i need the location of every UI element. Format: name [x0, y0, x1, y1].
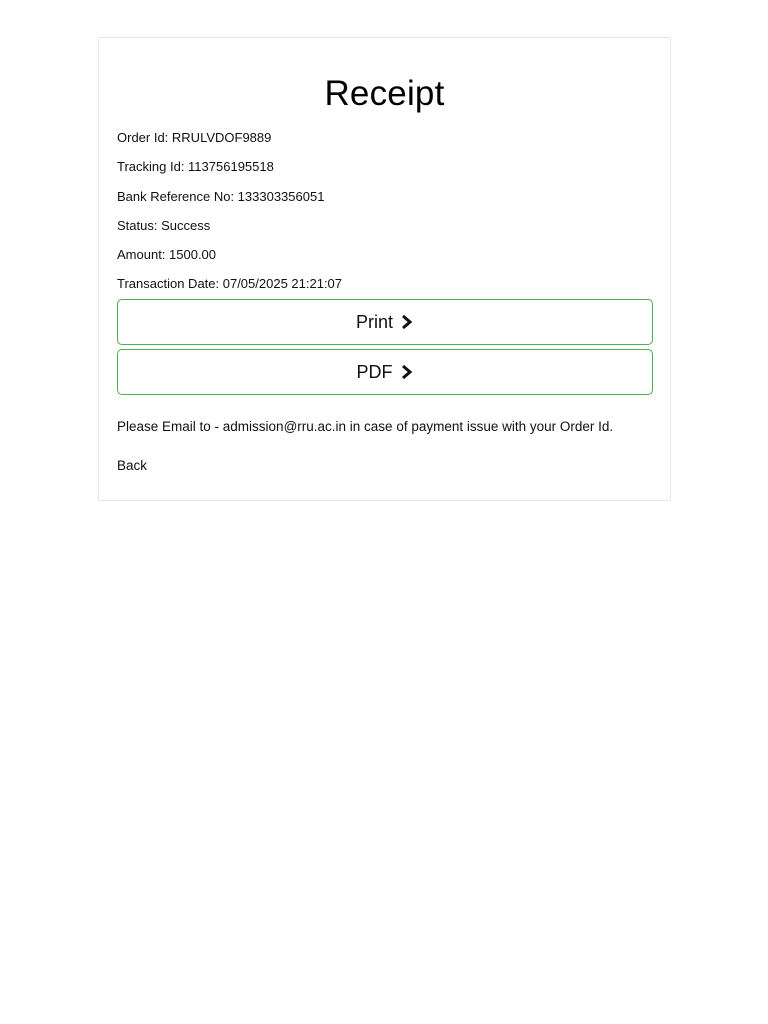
chevron-right-icon — [400, 364, 414, 380]
support-email-note: Please Email to - admission@rru.ac.in in case of payment issue with your Order Id. — [117, 419, 614, 434]
pdf-button[interactable] — [117, 349, 653, 395]
print-button-label: Print — [355, 311, 393, 332]
status-text: Status: Success — [117, 218, 211, 233]
receipt-card — [98, 37, 671, 501]
back-link[interactable]: Back — [117, 458, 148, 473]
order-id-text: Order Id: RRULVDOF9889 — [117, 130, 272, 145]
print-button[interactable] — [117, 299, 653, 345]
transaction-date-text: Transaction Date: 07/05/2025 21:21:07 — [117, 276, 343, 291]
page-title: Receipt — [324, 74, 445, 113]
bank-reference-text: Bank Reference No: 133303356051 — [117, 189, 325, 204]
pdf-button-label: PDF — [356, 361, 393, 382]
tracking-id-text: Tracking Id: 113756195518 — [117, 159, 274, 174]
amount-text: Amount: 1500.00 — [117, 247, 217, 262]
chevron-right-icon — [400, 314, 414, 330]
